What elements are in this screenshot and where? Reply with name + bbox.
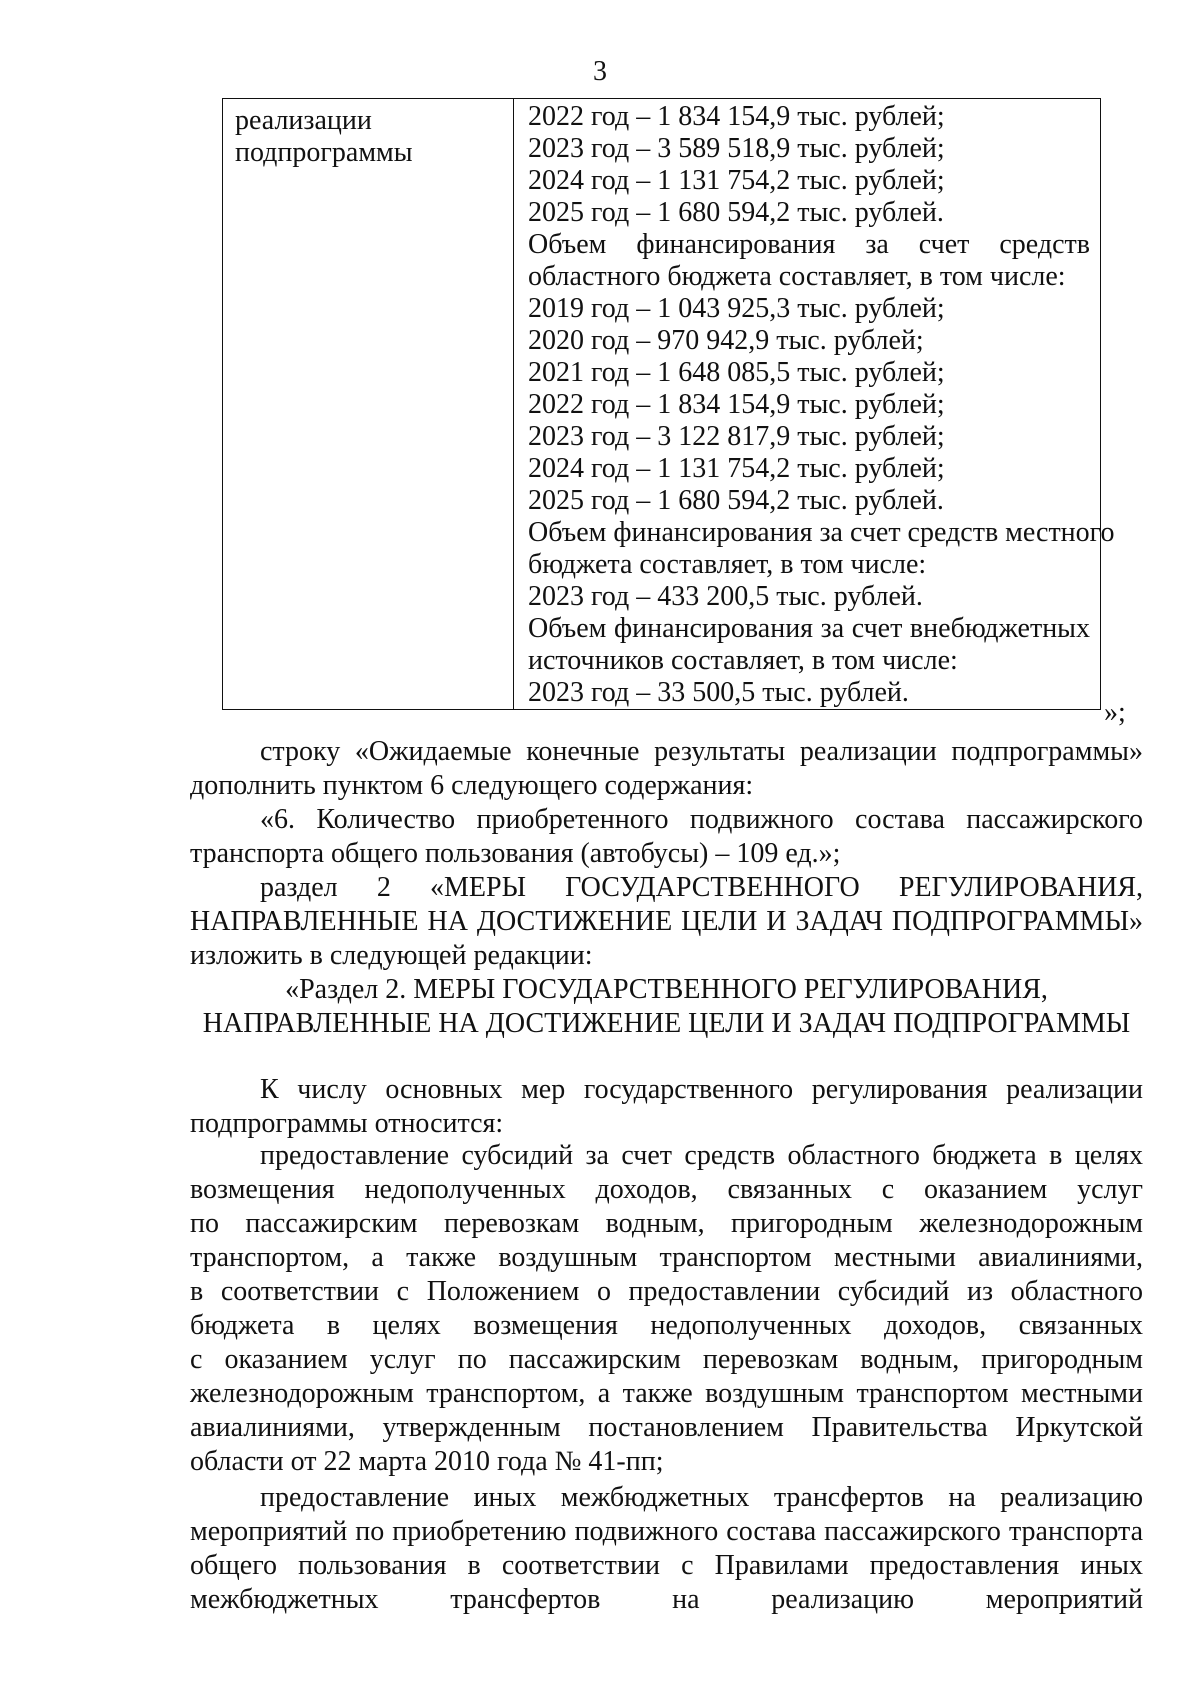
paragraph-subsidies	[190, 1139, 1143, 1479]
text-line: раздел 2 «МЕРЫ ГОСУДАРСТВЕННОГО РЕГУЛИРОВАНИЯ,	[260, 872, 1143, 903]
text-line: бюджета в целях возмещения недополученных доходов, связанных	[190, 1310, 1143, 1341]
passport-label-cell	[223, 99, 514, 710]
value-line: бюджета составляет, в том числе:	[528, 549, 927, 580]
text-line: железнодорожным транспортом, а также воздушным транспортом местными	[190, 1378, 1143, 1409]
value-line: 2023 год – 33 500,5 тыс. рублей.	[528, 677, 909, 708]
text-line: общего пользования в соответствии с Правилами предоставления иных	[190, 1550, 1143, 1581]
table-row	[223, 99, 1101, 710]
value-line: 2025 год – 1 680 594,2 тыс. рублей.	[528, 485, 944, 516]
paragraph-transfers	[190, 1481, 1143, 1617]
value-line: 2022 год – 1 834 154,9 тыс. рублей;	[528, 389, 945, 420]
text-line: авиалиниями, утвержденным постановлением Правительства Иркутской	[190, 1412, 1143, 1443]
heading-line: «Раздел 2. МЕРЫ ГОСУДАРСТВЕННОГО РЕГУЛИРОВАНИЯ,	[285, 974, 1048, 1005]
text-line: в соответствии с Положением о предоставлении субсидий из областного	[190, 1276, 1143, 1307]
value-line: источников составляет, в том числе:	[528, 645, 958, 676]
value-line: 2023 год – 433 200,5 тыс. рублей.	[528, 581, 923, 612]
text-line: НАПРАВЛЕННЫЕ НА ДОСТИЖЕНИЕ ЦЕЛИ И ЗАДАЧ ПОДПРОГРАММЫ»	[190, 906, 1143, 937]
value-line: 2023 год – 3 589 518,9 тыс. рублей;	[528, 133, 945, 164]
value-line: областного бюджета составляет, в том числе:	[528, 261, 1066, 292]
passport-value-cell	[514, 99, 1115, 710]
text-line: «6. Количество приобретенного подвижного состава пассажирского	[260, 804, 1143, 835]
value-line: Объем финансирования за счет средств местного	[528, 517, 1115, 548]
text-line: транспорта общего пользования (автобусы) – 109 ед.»;	[190, 838, 841, 869]
text-line: по пассажирским перевозкам водным, пригородным железнодорожным	[190, 1208, 1143, 1239]
paragraph-measures-intro	[190, 1073, 1143, 1141]
label-line: реализации	[235, 105, 372, 136]
text-line: подпрограммы относится:	[190, 1108, 504, 1139]
heading-line: НАПРАВЛЕННЫЕ НА ДОСТИЖЕНИЕ ЦЕЛИ И ЗАДАЧ ПОДПРОГРАММЫ	[202, 1008, 1131, 1039]
text-line: области от 22 марта 2010 года № 41-пп;	[190, 1446, 664, 1477]
value-line: 2021 год – 1 648 085,5 тыс. рублей;	[528, 357, 945, 388]
text-line: транспортом, а также воздушным транспортом местными авиалиниями,	[190, 1242, 1143, 1273]
value-line: 2025 год – 1 680 594,2 тыс. рублей.	[528, 197, 944, 228]
text-line: межбюджетных трансфертов на реализацию мероприятий	[190, 1584, 1143, 1615]
closing-quote-mark: »;	[1104, 697, 1126, 728]
text-line: с оказанием услуг по пассажирским перевозкам водным, пригородным	[190, 1344, 1143, 1375]
value-line: 2019 год – 1 043 925,3 тыс. рублей;	[528, 293, 945, 324]
text-line: возмещения недополученных доходов, связанных с оказанием услуг	[190, 1174, 1143, 1205]
text-line: изложить в следующей редакции:	[190, 940, 593, 971]
text-line: мероприятий по приобретению подвижного состава пассажирского транспорта	[190, 1516, 1143, 1547]
value-line: 2024 год – 1 131 754,2 тыс. рублей;	[528, 165, 945, 196]
passport-table	[222, 98, 1115, 710]
amendment-paragraph-expected-results	[190, 735, 1143, 803]
text-line: предоставление субсидий за счет средств областного бюджета в целях	[260, 1140, 1143, 1171]
value-line: 2024 год – 1 131 754,2 тыс. рублей;	[528, 453, 945, 484]
item-6-paragraph	[190, 803, 1143, 871]
amendment-paragraph-section-2	[190, 871, 1143, 973]
value-line: Объем финансирования за счет средств	[528, 229, 1090, 260]
label-line: подпрограммы	[235, 137, 413, 168]
value-line: 2023 год – 3 122 817,9 тыс. рублей;	[528, 421, 945, 452]
value-line: Объем финансирования за счет внебюджетных	[528, 613, 1090, 644]
text-line: предоставление иных межбюджетных трансфертов на реализацию	[260, 1482, 1143, 1513]
page-number: 3	[593, 56, 607, 87]
value-line: 2020 год – 970 942,9 тыс. рублей;	[528, 325, 924, 356]
section-heading	[190, 973, 1143, 1041]
text-line: строку «Ожидаемые конечные результаты реализации подпрограммы»	[260, 736, 1143, 767]
value-line: 2022 год – 1 834 154,9 тыс. рублей;	[528, 101, 945, 132]
text-line: К числу основных мер государственного регулирования реализации	[260, 1074, 1143, 1105]
text-line: дополнить пунктом 6 следующего содержания:	[190, 770, 754, 801]
